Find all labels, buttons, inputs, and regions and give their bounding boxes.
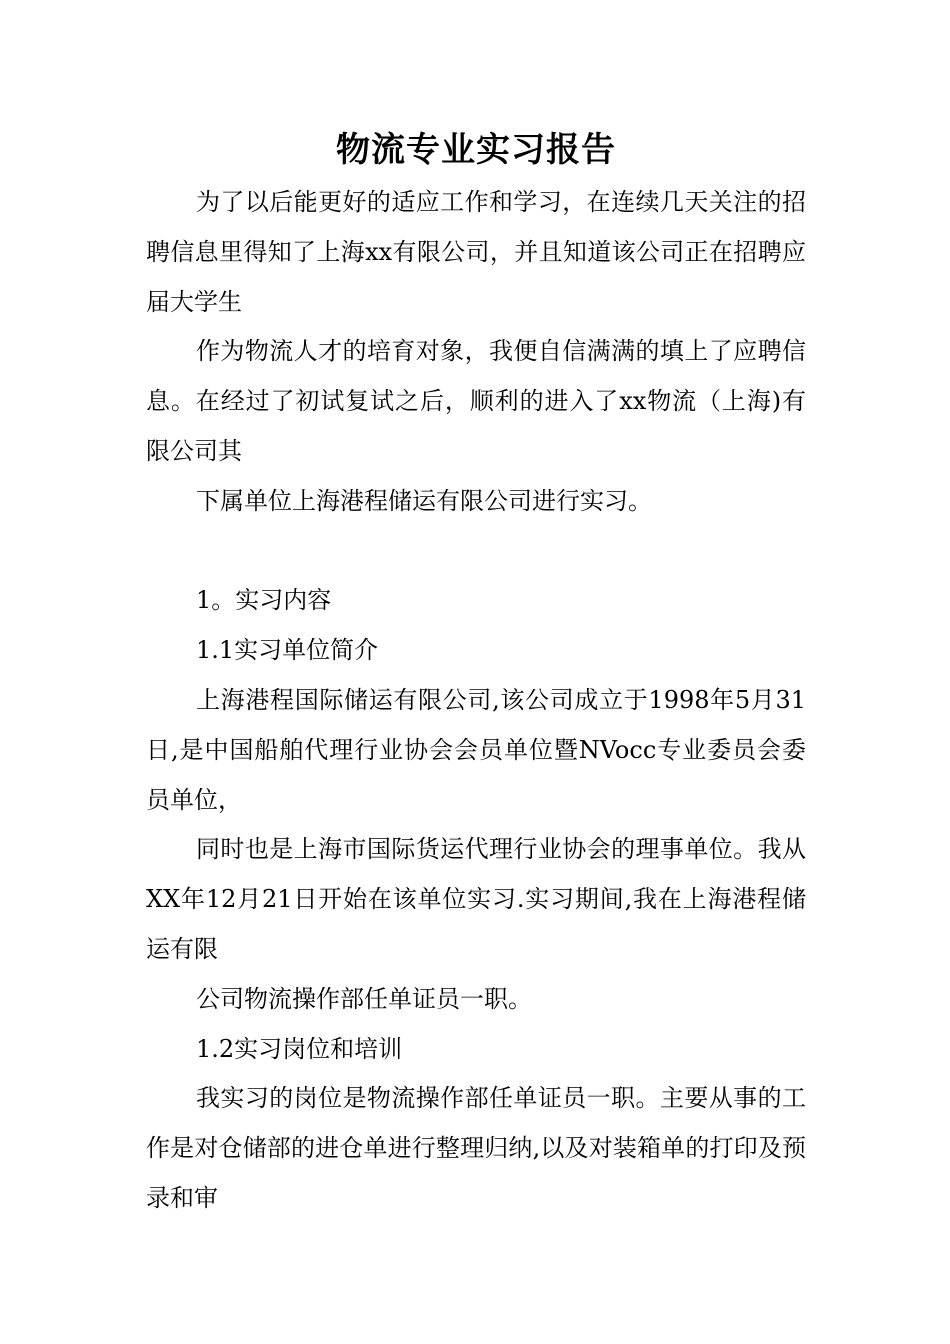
paragraph-company-role: 同时也是上海市国际货运代理行业协会的理事单位。我从XX年12月21日开始在该单位实习.实习期间,我在上海港程储运有限 (146, 835, 806, 963)
document-title: 物流专业实习报告 (336, 130, 616, 170)
paragraph-duties: 我实习的岗位是物流操作部任单证员一职。主要从事的工作是对仓储部的进仓单进行整理归纳,以及对装箱单的打印及预录和审 (146, 1084, 806, 1212)
paragraph-intro: 为了以后能更好的适应工作和学习，在连续几天关注的招聘信息里得知了上海xx有限公司，并且知道该公司正在招聘应届大学生 (146, 188, 806, 316)
section-heading-content: 1。实习内容 (196, 586, 332, 615)
paragraph-application: 作为物流人才的培育对象，我便自信满满的填上了应聘信息。在经过了初试复试之后，顺利的进入了xx物流（上海)有限公司其 (146, 337, 806, 465)
document-body (146, 122, 806, 1224)
paragraph-company-intro: 上海港程国际储运有限公司,该公司成立于1998年5月31日,是中国船舶代理行业协会会员单位暨NVocc专业委员会委员单位， (146, 685, 806, 814)
subsection-heading-company: 1.1实习单位简介 (196, 636, 379, 665)
paragraph-subsidiary: 下属单位上海港程储运有限公司进行实习。 (196, 486, 652, 515)
paragraph-position: 公司物流操作部任单证员一职。 (196, 984, 532, 1013)
blank-line (146, 527, 806, 577)
subsection-heading-training: 1.2实习岗位和培训 (196, 1034, 403, 1063)
